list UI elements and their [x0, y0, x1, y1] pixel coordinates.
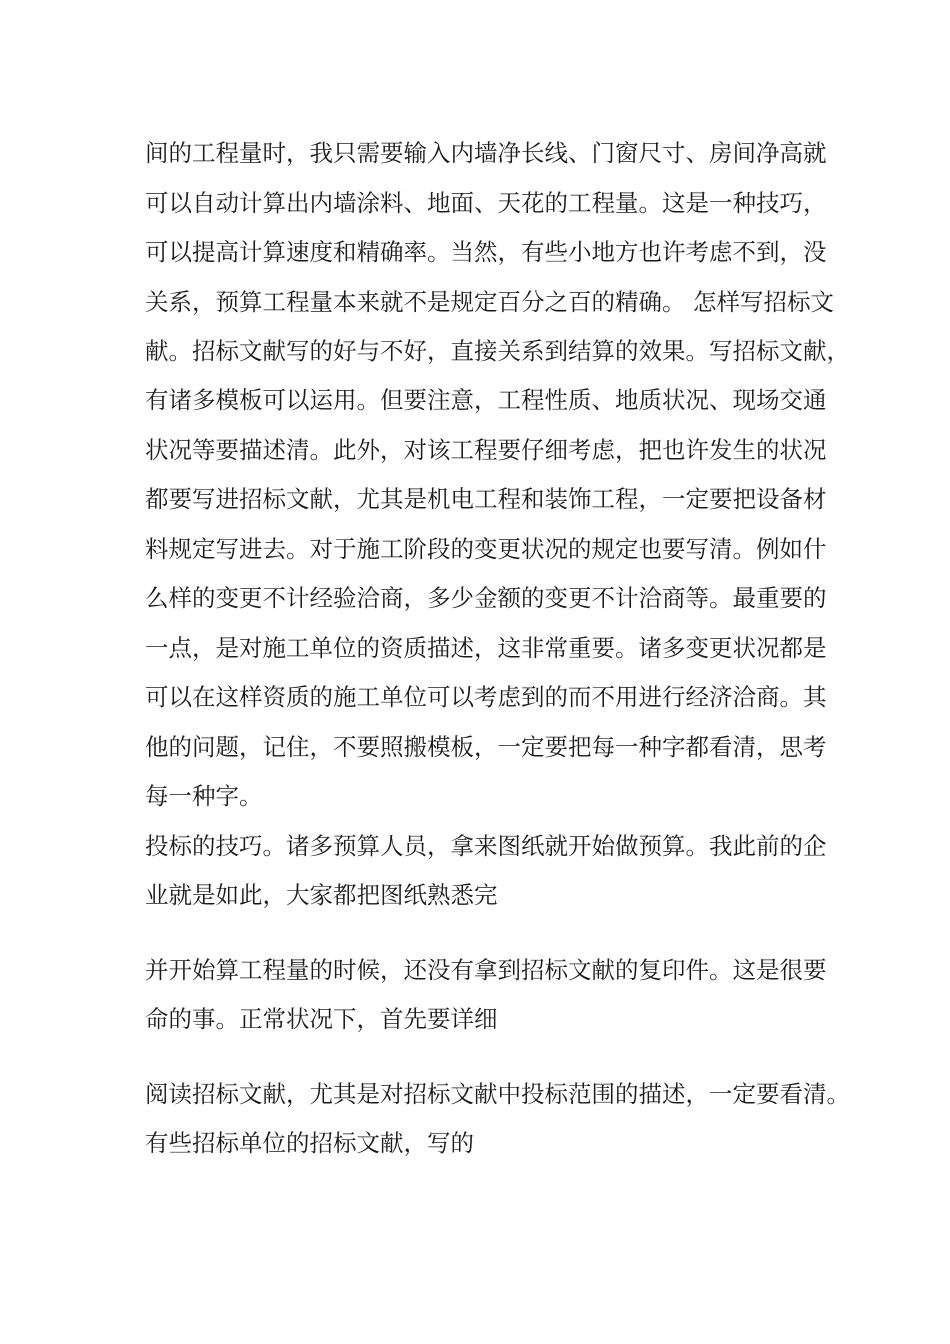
text-line: 料规定写进去。对于施工阶段的变更状况的规定也要写清。例如什: [145, 535, 827, 563]
text-line: 可以自动计算出内墙涂料、地面、天花的工程量。这是一种技巧，: [145, 189, 827, 217]
text-line: 都要写进招标文献，尤其是机电工程和装饰工程，一定要把设备材: [145, 485, 827, 513]
text-line: 他的问题，记住，不要照搬模板，一定要把每一种字都看清，思考: [145, 733, 827, 761]
text-line: 状况等要描述清。此外，对该工程要仔细考虑，把也许发生的状况: [145, 436, 827, 464]
text-line: 有些招标单位的招标文献，写的: [145, 1129, 474, 1157]
text-line: 有诸多模板可以运用。但要注意，工程性质、地质状况、现场交通: [145, 386, 827, 414]
text-line: 一点，是对施工单位的资质描述，这非常重要。诸多变更状况都是: [145, 634, 827, 662]
text-line: 可以在这样资质的施工单位可以考虑到的而不用进行经济洽商。其: [145, 683, 827, 711]
text-line: 命的事。正常状况下，首先要详细: [145, 1005, 498, 1033]
text-line: 投标的技巧。诸多预算人员，拿来图纸就开始做预算。我此前的企: [145, 832, 827, 860]
text-line: 并开始算工程量的时候，还没有拿到招标文献的复印件。这是很要: [145, 956, 827, 984]
text-line: 献。招标文献写的好与不好，直接关系到结算的效果。写招标文献，: [145, 337, 850, 365]
text-line: 关系，预算工程量本来就不是规定百分之百的精确。 怎样写招标文: [145, 288, 834, 316]
text-line: 么样的变更不计经验洽商，多少金额的变更不计洽商等。最重要的: [145, 584, 827, 612]
text-line: 每一种字。: [145, 782, 263, 810]
text-line: 间的工程量时，我只需要输入内墙净长线、门窗尺寸、房间净高就: [145, 139, 827, 167]
text-line: 可以提高计算速度和精确率。当然，有些小地方也许考虑不到，没: [145, 238, 827, 266]
text-line: 阅读招标文献，尤其是对招标文献中投标范围的描述，一定要看清。: [145, 1080, 850, 1108]
text-line: 业就是如此，大家都把图纸熟悉完: [145, 881, 498, 909]
